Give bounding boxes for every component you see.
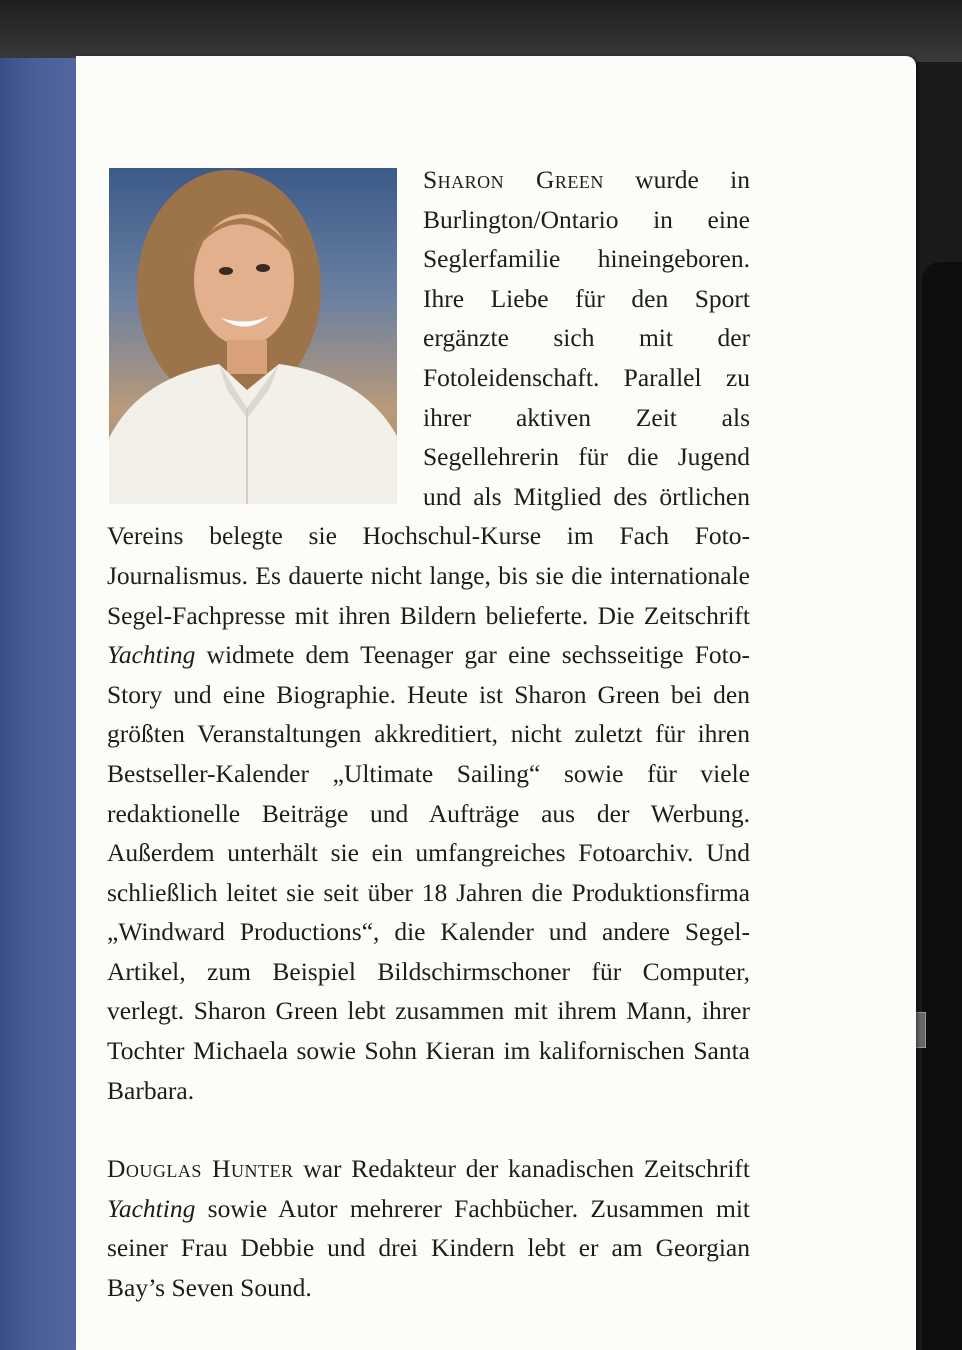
bio-sharon-green-text-1: wurde in Burlington/Ontario in eine Seglerfamilie hineingeboren. Ihre Liebe für den Sport ergänzte sich mit der Fotoleidenschaft. Parallel zu ihrer aktiven Zeit als Segellehrerin für die Jugend und als Mitglied des örtlichen Vereins belegte sie Hochschul-Kurse im Fach Foto-Journalismus. Es dauerte nicht lange, bis sie die internationale Segel-Fachpresse mit ihren Bildern belieferte. Die Zeitschrift [107, 165, 750, 630]
author-bios [107, 160, 750, 1308]
cover-flap [922, 262, 962, 1350]
author-name-douglas-hunter: Douglas Hunter [107, 1154, 294, 1184]
bio-sharon-green-text-2: widmete dem Teenager gar eine sechsseitige Foto-Story und eine Biographie. Heute ist Sharon Green bei den größten Veranstaltungen akkreditiert, nicht zuletzt für ihren Bestseller-Kalender „Ultimate Sailing“ sowie für viele redaktionelle Beiträge und Aufträge aus der Werbung. Außerdem unterhält sie ein umfangreiches Fotoarchiv. Und schließlich leitet sie seit über 18 Jahren die Produktionsfirma „Windward Productions“, die Kalender und andere Segel-Artikel, zum Beispiel Bildschirmschoner für Computer, verlegt. Sharon Green lebt zusammen mit ihrem Mann, ihrer Tochter Michaela sowie Sohn Kieran im kalifornischen Santa Barbara. [107, 640, 750, 1105]
scan-top-edge [0, 0, 962, 62]
magazine-title: Yachting [107, 1193, 196, 1223]
author-portrait-photo [109, 168, 397, 504]
bio-douglas-hunter-text-2: sowie Autor mehrerer Fachbücher. Zusammen mit seiner Frau Debbie und drei Kindern lebt er am Georgian Bay’s Seven Sound. [107, 1193, 750, 1303]
magazine-title: Yachting [107, 640, 196, 670]
portrait-illustration [109, 168, 397, 504]
bio-douglas-hunter [107, 1149, 750, 1307]
book-cover-edge [0, 58, 80, 1350]
bio-douglas-hunter-text-1: war Redakteur der kanadischen Zeitschrift [293, 1154, 750, 1184]
author-name-sharon-green: Sharon Green [423, 165, 604, 194]
